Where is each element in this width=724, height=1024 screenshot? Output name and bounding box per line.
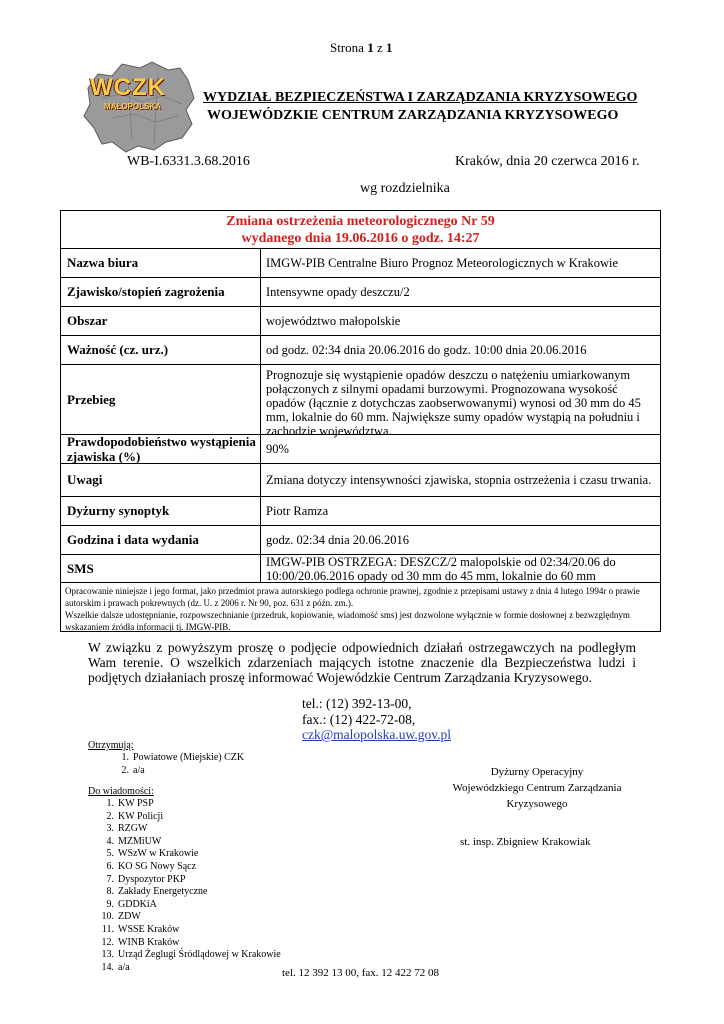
reference-number: WB-I.6331.3.68.2016 (127, 154, 250, 169)
warning-table (60, 210, 661, 632)
list-item: 4. MZMiUW (106, 835, 162, 847)
table-row: Prawdopodobieństwo wystąpienia zjawiska (%) 90% (61, 435, 660, 464)
signature-block: Dyżurny Operacyjny Wojewódzkiego Centrum Zarządzania Kryzysowego (452, 766, 622, 810)
list-item: 5. WSzW w Krakowie (106, 848, 199, 860)
table-row: Nazwa biura IMGW-PIB Centralne Biuro Prognoz Meteorologicznych w Krakowie (61, 249, 660, 278)
table-row: Zjawisko/stopień zagrożenia Intensywne opady deszczu/2 (61, 278, 660, 307)
logo-title: WCZK (90, 74, 166, 101)
recipients-list (110, 752, 244, 777)
signature-name: st. insp. Zbigniew Krakowiak (460, 836, 591, 848)
contact-phone: tel.: (12) 392-13-00, (302, 696, 412, 711)
list-item: 1. Powiatowe (Miejskie) CZK (121, 752, 245, 763)
copyright-note: Opracowanie niniejsze i jego format, jako przedmiot prawa autorskiego podlega ochronie prawnej, zgodnie z przepisami ustawy z dnia 4 lutego 1994r o prawie autorskim i prawach pokrewnych (dz. U. z 2006 r. Nr 90, poz. 631 z późn. zm.). Wszelkie dalsze udostępnianie, rozpowszechnianie (przedruk, kopiowanie, wiadomość sms) jest dozwolone wyłącznie w formie dosłownej z bezwzględnym wskazaniem źródła informacji tj. IMGW-PIB. (65, 586, 640, 632)
table-row: Obszar województwo małopolskie (61, 307, 660, 336)
list-item: 2. KW Policji (106, 810, 164, 822)
list-item: 10. ZDW (101, 911, 141, 923)
distribution-note: wg rozdzielnika (360, 181, 450, 196)
recipients-heading: Otrzymują: (88, 740, 134, 751)
table-row: SMS IMGW-PIB OSTRZEGA: DESZCZ/2 malopolskie od 02:34/20.06 do 10:00/20.06.2016 opady od 30 mm do 45 mm, lokalnie do 60 mm (61, 555, 660, 583)
footer-contact: tel. 12 392 13 00, fax. 12 422 72 08 (282, 967, 440, 979)
list-item: 6. KO SG Nowy Sącz (106, 860, 197, 872)
list-item: 1. KW PSP (106, 798, 154, 809)
list-item: 7. Dyspozytor PKP (106, 873, 186, 885)
table-row: Ważność (cz. urz.) od godz. 02:34 dnia 20.06.2016 do godz. 10:00 dnia 20.06.2016 (61, 336, 660, 365)
table-row: Uwagi Zmiana dotyczy intensywności zjawiska, stopnia ostrzeżenia i czasu trwania. (61, 464, 660, 497)
list-item: 9. GDDKiA (106, 898, 157, 910)
info-list (95, 798, 281, 974)
document-date: Kraków, dnia 20 czerwca 2016 r. (455, 154, 640, 169)
table-row: Dyżurny synoptyk Piotr Ramza (61, 497, 660, 526)
list-item: 2. a/a (121, 764, 145, 776)
department-heading: WYDZIAŁ BEZPIECZEŃSTWA I ZARZĄDZANIA KRYZYSOWEGO (203, 90, 638, 105)
info-heading: Do wiadomości: (88, 786, 154, 797)
wczk-logo (82, 58, 200, 154)
table-row: Godzina i data wydania godz. 02:34 dnia 20.06.2016 (61, 526, 660, 555)
list-item: 3. RZGW (106, 823, 148, 835)
body-paragraph: W związku z powyższym proszę o podjęcie odpowiednich działań ostrzegawczych na podległym Wam terenie. O wszelkich zdarzeniach mających istotne znaczenie dla Bezpieczeństwa ludzi i podjętych działaniach proszę informować Wojewódzkie Centrum Zarządzania Kryzysowego. (88, 640, 636, 685)
logo-subtitle: MAŁOPOLSKA (104, 102, 161, 111)
contact-email-link[interactable]: czk@malopolska.uw.gov.pl (302, 727, 452, 742)
list-item: 11. WSSE Kraków (101, 923, 180, 935)
warning-title: Zmiana ostrzeżenia meteorologicznego Nr 59 wydanego dnia 19.06.2016 o godz. 14:27 (61, 211, 660, 249)
list-item: 13. Urząd Żeglugi Śródlądowej w Krakowie (101, 949, 281, 961)
list-item: 8. Zakłady Energetyczne (106, 886, 208, 898)
center-heading: WOJEWÓDZKIE CENTRUM ZARZĄDZANIA KRYZYSOWEGO (207, 108, 619, 123)
list-item: 14. a/a (101, 961, 130, 973)
page-number: Strona 1 z 1 (330, 40, 393, 55)
table-row: Przebieg Prognozuje się wystąpienie opadów deszczu o natężeniu umiarkowanym połączonych z silnymi opadami burzowymi. Prognozowana wysokość opadów (łącznie z dotychczas zaobserwowanymi) wynosi od 30 mm do 45 mm, lokalnie do 60 mm. Największe sumy opadów wystąpią na południu i zachodzie województwa. (61, 365, 660, 435)
contact-fax: fax.: (12) 422-72-08, (302, 711, 416, 727)
list-item: 12. WINB Kraków (101, 936, 180, 948)
contact-block (302, 696, 451, 743)
